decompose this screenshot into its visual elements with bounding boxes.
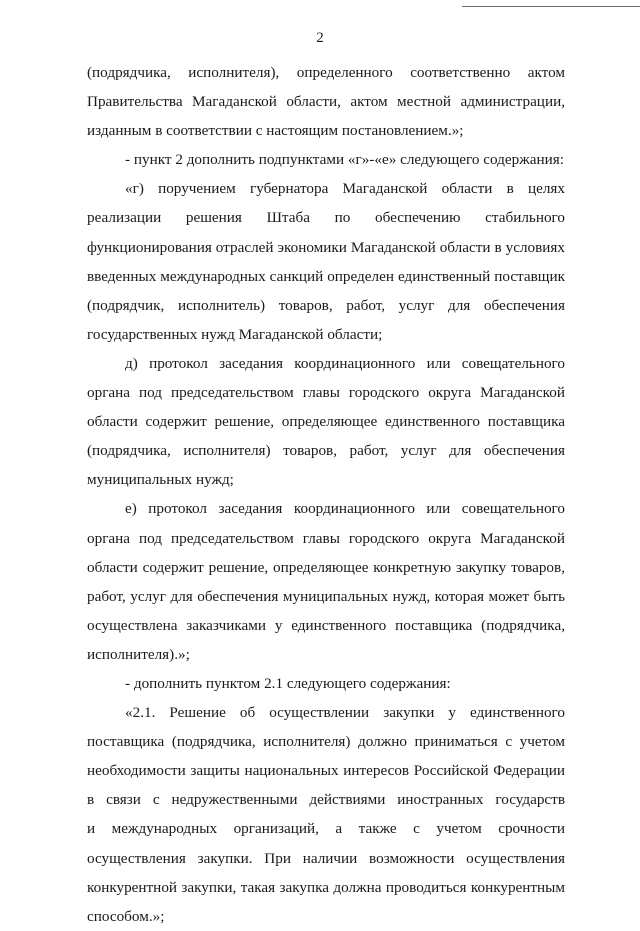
text-line: - дополнить пунктом 2.1 следующего содержания: [125,674,451,692]
text-line: конкурентной закупки, такая закупка должна проводиться конкурентным [87,878,565,896]
text-line: способом.»; [87,907,165,925]
text-line: муниципальных нужд; [87,471,234,489]
page-number: 2 [316,30,324,46]
text-line: необходимости защиты национальных интересов Российской Федерации [87,762,565,780]
text-line: реализации решения Штаба по обеспечению стабильного [87,209,565,227]
text-line: осуществлена заказчиками у единственного поставщика (подрядчика, [87,616,565,634]
text-line: изданным в соответствии с настоящим постановлением.»; [87,122,464,140]
document-body [87,58,565,931]
text-line: и международных организаций, а также с учетом срочности [87,820,565,838]
text-line: (подрядчика, исполнителя), определенного соответственно актом [87,64,565,81]
text-line: области содержит решение, определяющее единственного поставщика [87,413,565,431]
text-line: в связи с недружественными действиями иностранных государств [87,791,565,809]
text-line: области содержит решение, определяющее конкретную закупку товаров, [87,558,565,576]
text-line: органа под председательством главы городского округа Магаданской [87,529,565,547]
text-line: поставщика (подрядчика, исполнителя) должно приниматься с учетом [87,733,565,751]
text-line: - пункт 2 дополнить подпунктами «г»-«е» следующего содержания: [125,151,564,169]
text-line: д) протокол заседания координационного или совещательного [125,354,565,372]
text-line: исполнителя).»; [87,645,190,663]
text-line: органа под председательством главы городского округа Магаданской [87,384,565,402]
text-line: введенных международных санкций определен единственный поставщик [87,267,565,285]
text-line: «г) поручением губернатора Магаданской области в целях [125,180,565,198]
text-line: е) протокол заседания координационного или совещательного [125,500,565,518]
text-line: (подрядчик, исполнитель) товаров, работ, услуг для обеспечения [87,296,565,314]
text-line: государственных нужд Магаданской области; [87,325,383,343]
scan-edge-line [462,6,640,7]
text-line: Правительства Магаданской области, актом местной администрации, [87,93,565,111]
text-line: «2.1. Решение об осуществлении закупки у единственного [125,704,565,722]
text-line: осуществления закупки. При наличии возможности осуществления [87,849,565,867]
text-line: (подрядчика, исполнителя) товаров, работ, услуг для обеспечения [87,442,565,460]
text-line: работ, услуг для обеспечения муниципальных нужд, которая может быть [87,587,565,605]
text-line: функционирования отраслей экономики Магаданской области в условиях [87,238,565,256]
